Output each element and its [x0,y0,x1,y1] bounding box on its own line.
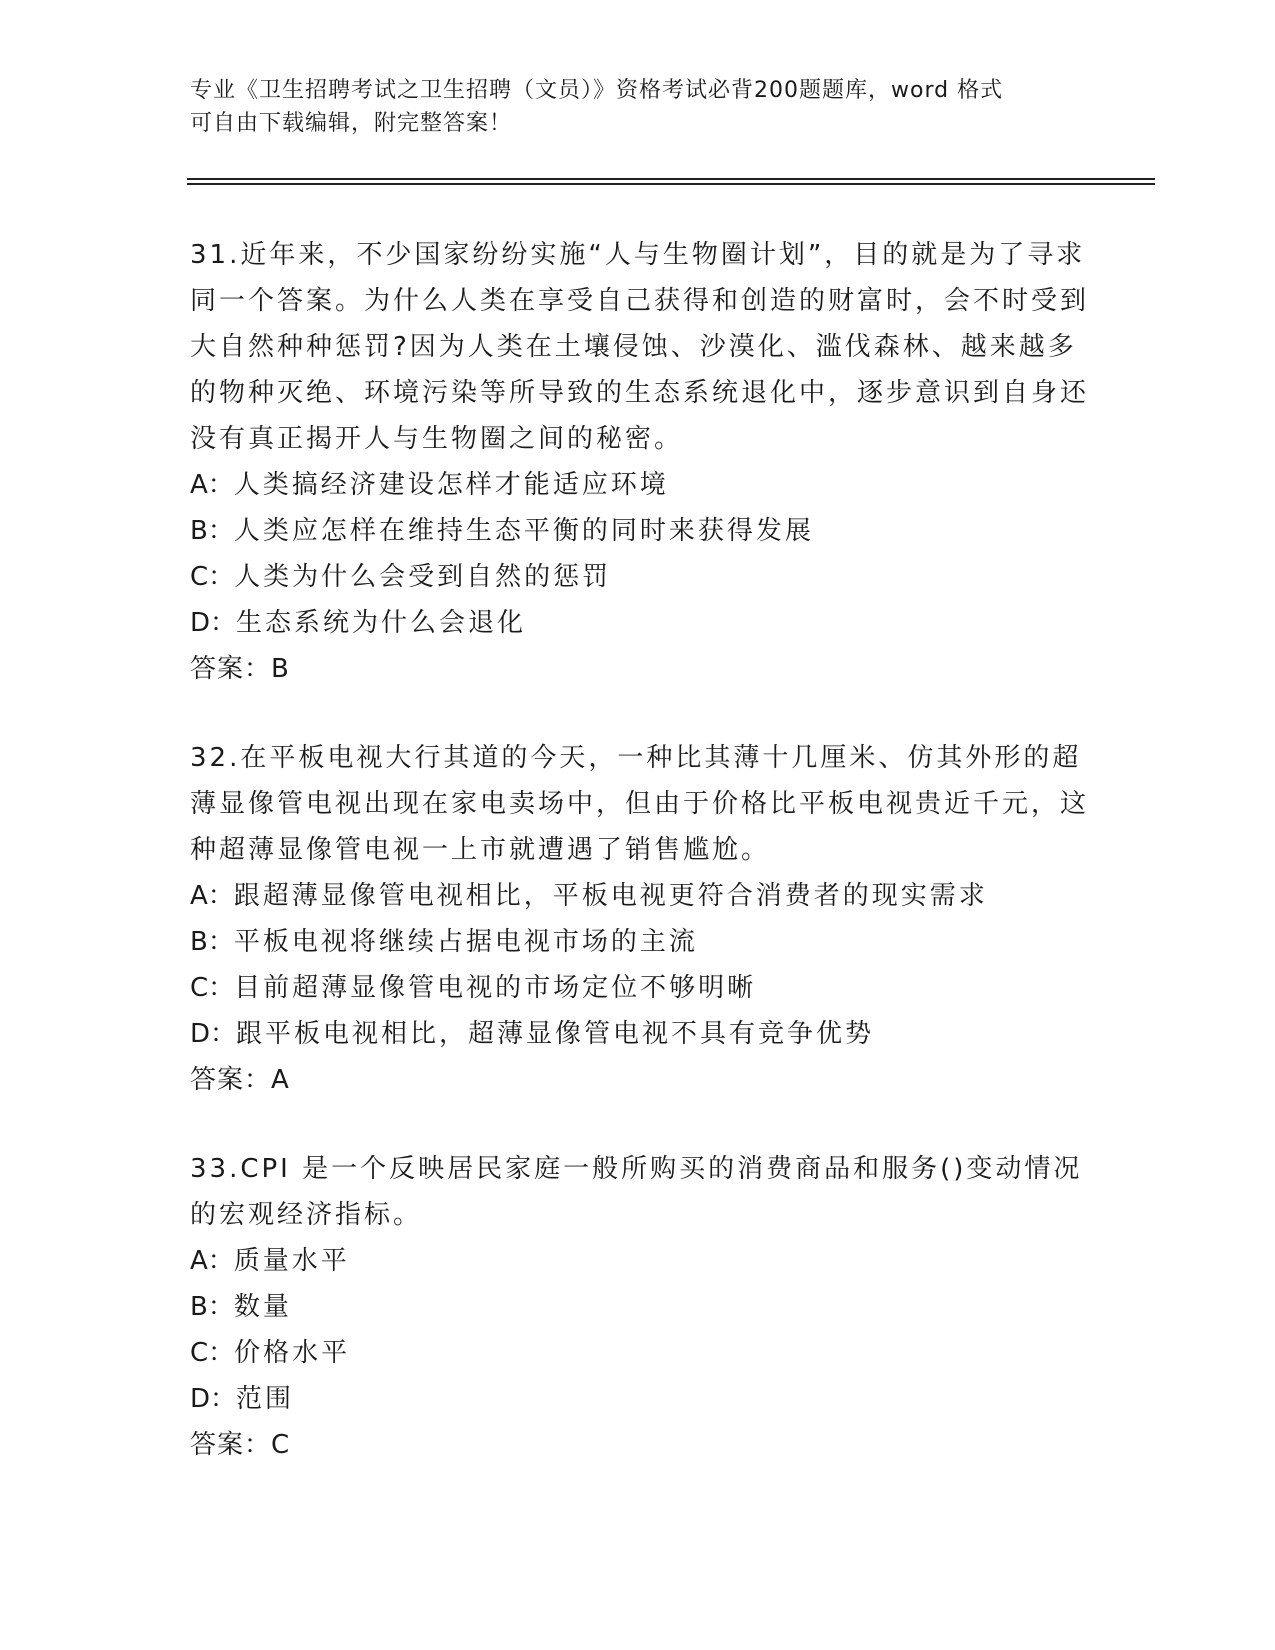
option-d [190,600,1090,646]
option-letter: C： [190,562,235,592]
option-letter: B： [190,516,234,546]
option-d [190,1011,1090,1057]
header-title-line1: 专业《卫生招聘考试之卫生招聘（文员）》资格考试必背200题题库，word 格式 [190,78,1004,103]
option-text: 人类为什么会受到自然的惩罚 [234,562,612,592]
option-a [190,1238,1090,1284]
option-text: 目前超薄显像管电视的市场定位不够明晰 [234,973,757,1003]
option-c [190,965,1090,1011]
question-31 [190,232,1090,692]
document-header [190,74,1090,140]
option-letter: C： [190,1338,235,1368]
option-letter: C： [190,973,235,1003]
answer-label: 答案：B [190,654,290,684]
option-b [190,1284,1090,1330]
option-a [190,462,1090,508]
question-32 [190,735,1090,1103]
option-text: 生态系统为什么会退化 [236,608,527,638]
question-stem: 31.近年来，不少国家纷纷实施“人与生物圈计划”，目的就是为了寻求同一个答案。为什么人类在享受自己获得和创造的财富时，会不时受到大自然种种惩罚?因为人类在土壤侵蚀、沙漠化、滥伐森林、越来越多的物种灭绝、环境污染等所导致的生态系统退化中，逐步意识到自身还没有真正揭开人与生物圈之间的秘密。 [190,240,1090,454]
option-text: 平板电视将继续占据电视市场的主流 [233,927,698,957]
option-text: 跟超薄显像管电视相比，平板电视更符合消费者的现实需求 [233,881,988,911]
option-text: 质量水平 [233,1246,350,1276]
question-list [190,232,1090,1511]
option-letter: A： [190,1246,234,1276]
option-c [190,554,1090,600]
header-title-line2: 可自由下载编辑，附完整答案！ [190,111,513,136]
question-33 [190,1146,1090,1468]
header-divider [187,178,1155,185]
question-stem: 33.CPI 是一个反映居民家庭一般所购买的消费商品和服务()变动情况的宏观经济指标。 [190,1154,1083,1230]
option-text: 跟平板电视相比，超薄显像管电视不具有竞争优势 [236,1019,875,1049]
answer-label: 答案：C [190,1430,291,1460]
option-letter: A： [190,470,234,500]
option-letter: D： [190,608,237,638]
option-b [190,919,1090,965]
option-letter: B： [190,1292,234,1322]
option-b [190,508,1090,554]
option-text: 范围 [236,1384,295,1414]
option-text: 人类搞经济建设怎样才能适应环境 [233,470,669,500]
option-text: 数量 [233,1292,292,1322]
option-letter: B： [190,927,234,957]
option-d [190,1376,1090,1422]
option-text: 人类应怎样在维持生态平衡的同时来获得发展 [233,516,814,546]
answer-label: 答案：A [190,1065,290,1095]
option-c [190,1330,1090,1376]
option-a [190,873,1090,919]
option-letter: D： [190,1384,237,1414]
option-letter: A： [190,881,234,911]
option-letter: D： [190,1019,237,1049]
question-stem: 32.在平板电视大行其道的今天，一种比其薄十几厘米、仿其外形的超薄显像管电视出现在家电卖场中，但由于价格比平板电视贵近千元，这种超薄显像管电视一上市就遭遇了销售尴尬。 [190,743,1090,865]
option-text: 价格水平 [234,1338,351,1368]
